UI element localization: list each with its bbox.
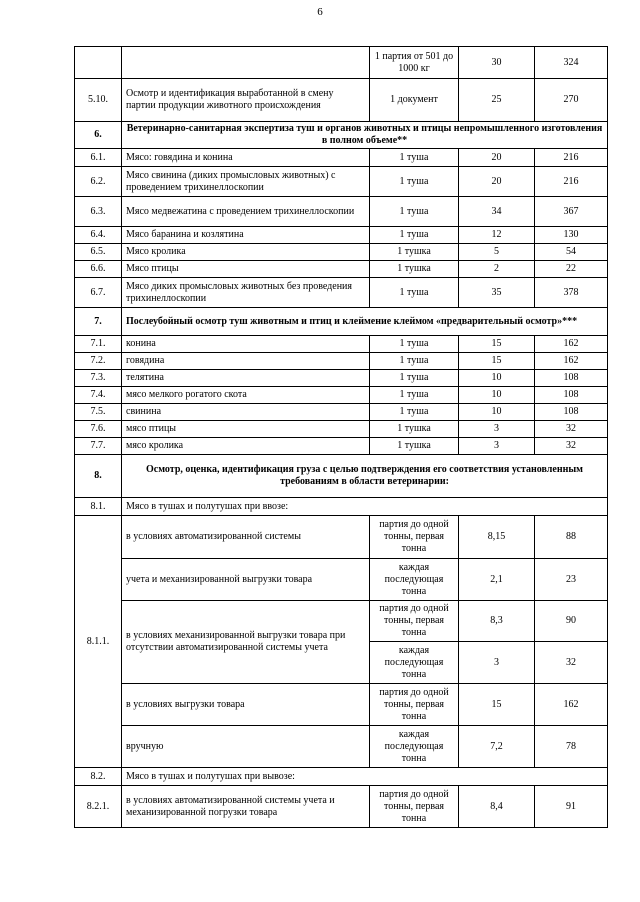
norm-cell: 15 — [459, 684, 535, 726]
service-name: Мясо кролика — [122, 244, 370, 261]
unit-cell: 1 туша — [370, 149, 459, 167]
norm-cell: 5 — [459, 244, 535, 261]
price-cell: 32 — [535, 642, 608, 684]
unit-cell: партия до одной тонны, первая тонна — [370, 516, 459, 559]
table-row — [75, 438, 608, 455]
norm-cell: 2 — [459, 261, 535, 278]
norm-cell: 20 — [459, 167, 535, 197]
norm-cell: 20 — [459, 149, 535, 167]
unit-cell: 1 туша — [370, 370, 459, 387]
table-row — [75, 684, 608, 726]
norm-cell: 10 — [459, 387, 535, 404]
norm-cell: 3 — [459, 642, 535, 684]
row-number: 5.10. — [75, 79, 122, 122]
section-row — [75, 122, 608, 149]
table-row — [75, 47, 608, 79]
service-name: Мясо: говядина и конина — [122, 149, 370, 167]
service-name: мясо птицы — [122, 421, 370, 438]
row-number: 7.4. — [75, 387, 122, 404]
norm-cell: 7,2 — [459, 726, 535, 768]
norm-cell: 2,1 — [459, 559, 535, 601]
service-name: свинина — [122, 404, 370, 421]
price-cell: 90 — [535, 601, 608, 642]
service-name: конина — [122, 336, 370, 353]
unit-cell: 1 тушка — [370, 438, 459, 455]
unit-cell: 1 туша — [370, 353, 459, 370]
service-name: учета и механизированной выгрузки товара — [122, 559, 370, 601]
price-cell: 216 — [535, 149, 608, 167]
service-name: Мясо баранина и козлятина — [122, 227, 370, 244]
norm-cell: 12 — [459, 227, 535, 244]
section-number: 6. — [75, 122, 122, 149]
price-cell: 108 — [535, 387, 608, 404]
section-number: 8. — [75, 455, 122, 498]
price-cell: 108 — [535, 370, 608, 387]
row-number: 7.6. — [75, 421, 122, 438]
row-number: 7.1. — [75, 336, 122, 353]
unit-cell: 1 тушка — [370, 244, 459, 261]
table-row — [75, 336, 608, 353]
section-row — [75, 308, 608, 336]
service-name: в условиях механизированной выгрузки товара при отсутствии автоматизированной системы учета — [122, 601, 370, 684]
row-number: 7.3. — [75, 370, 122, 387]
service-name: вручную — [122, 726, 370, 768]
norm-cell: 10 — [459, 370, 535, 387]
price-cell: 324 — [535, 47, 608, 79]
unit-cell: 1 туша — [370, 336, 459, 353]
service-name: в условиях выгрузки товара — [122, 684, 370, 726]
unit-cell: 1 туша — [370, 278, 459, 308]
table-row — [75, 768, 608, 786]
table-row — [75, 387, 608, 404]
service-name: говядина — [122, 353, 370, 370]
service-name: в условиях автоматизированной системы — [122, 516, 370, 559]
service-name: телятина — [122, 370, 370, 387]
price-cell: 54 — [535, 244, 608, 261]
row-number: 6.3. — [75, 197, 122, 227]
section-row — [75, 455, 608, 498]
table-row — [75, 370, 608, 387]
table-row — [75, 421, 608, 438]
price-cell: 22 — [535, 261, 608, 278]
table-row — [75, 601, 608, 642]
table-row — [75, 404, 608, 421]
table-row — [75, 353, 608, 370]
price-cell: 88 — [535, 516, 608, 559]
row-number: 8.2.1. — [75, 786, 122, 828]
row-number: 6.4. — [75, 227, 122, 244]
unit-cell: 1 тушка — [370, 421, 459, 438]
norm-cell: 15 — [459, 353, 535, 370]
price-cell: 78 — [535, 726, 608, 768]
table-row — [75, 516, 608, 559]
table-row — [75, 261, 608, 278]
norm-cell: 10 — [459, 404, 535, 421]
norm-cell: 34 — [459, 197, 535, 227]
table-row — [75, 559, 608, 601]
row-number: 8.1.1. — [75, 516, 122, 768]
tariff-table — [74, 46, 608, 828]
unit-cell: 1 туша — [370, 404, 459, 421]
row-number: 6.6. — [75, 261, 122, 278]
section-title: Осмотр, оценка, идентификация груза с целью подтверждения его соответствия установленным требованиям в области ветеринарии: — [122, 455, 608, 498]
row-number: 6.7. — [75, 278, 122, 308]
unit-cell: 1 туша — [370, 387, 459, 404]
norm-cell: 3 — [459, 438, 535, 455]
table-row — [75, 227, 608, 244]
unit-cell: 1 туша — [370, 197, 459, 227]
row-number: 7.7. — [75, 438, 122, 455]
section-title: Ветеринарно-санитарная экспертиза туш и органов животных и птицы непромышленного изготовления в полном объеме** — [122, 122, 608, 149]
price-cell: 91 — [535, 786, 608, 828]
subsection-title: Мясо в тушах и полутушах при ввозе: — [122, 498, 608, 516]
norm-cell: 35 — [459, 278, 535, 308]
service-name: Мясо диких промысловых животных без проведения трихинеллоскопии — [122, 278, 370, 308]
row-number: 7.2. — [75, 353, 122, 370]
price-cell: 23 — [535, 559, 608, 601]
row-number: 6.1. — [75, 149, 122, 167]
unit-cell: 1 партия от 501 до 1000 кг — [370, 47, 459, 79]
unit-cell: партия до одной тонны, первая тонна — [370, 601, 459, 642]
section-number: 7. — [75, 308, 122, 336]
table-row — [75, 167, 608, 197]
norm-cell: 8,15 — [459, 516, 535, 559]
unit-cell: 1 туша — [370, 227, 459, 244]
price-cell: 367 — [535, 197, 608, 227]
unit-cell: 1 туша — [370, 167, 459, 197]
table-row — [75, 278, 608, 308]
table-row — [75, 244, 608, 261]
service-name: Мясо птицы — [122, 261, 370, 278]
table-row — [75, 197, 608, 227]
service-name: в условиях автоматизированной системы учета и механизированной погрузки товара — [122, 786, 370, 828]
unit-cell: партия до одной тонны, первая тонна — [370, 786, 459, 828]
price-cell: 162 — [535, 684, 608, 726]
subsection-title: Мясо в тушах и полутушах при вывозе: — [122, 768, 608, 786]
table-row — [75, 79, 608, 122]
price-cell: 270 — [535, 79, 608, 122]
unit-cell: каждая последующая тонна — [370, 726, 459, 768]
price-cell: 216 — [535, 167, 608, 197]
service-name: мясо кролика — [122, 438, 370, 455]
row-number: 6.5. — [75, 244, 122, 261]
page-number: 6 — [317, 6, 323, 18]
norm-cell: 8,3 — [459, 601, 535, 642]
price-cell: 32 — [535, 438, 608, 455]
norm-cell: 15 — [459, 336, 535, 353]
price-cell: 108 — [535, 404, 608, 421]
row-number: 6.2. — [75, 167, 122, 197]
price-cell: 32 — [535, 421, 608, 438]
price-cell: 130 — [535, 227, 608, 244]
price-cell: 162 — [535, 353, 608, 370]
table-row — [75, 149, 608, 167]
norm-cell: 30 — [459, 47, 535, 79]
unit-cell: 1 документ — [370, 79, 459, 122]
service-name: Мясо медвежатина с проведением трихинеллоскопии — [122, 197, 370, 227]
norm-cell: 25 — [459, 79, 535, 122]
service-name: Осмотр и идентификация выработанной в смену партии продукции животного происхождения — [122, 79, 370, 122]
norm-cell: 3 — [459, 421, 535, 438]
service-name: Мясо свинина (диких промысловых животных) с проведением трихинеллоскопии — [122, 167, 370, 197]
price-cell: 378 — [535, 278, 608, 308]
unit-cell: 1 тушка — [370, 261, 459, 278]
row-number: 7.5. — [75, 404, 122, 421]
row-number: 8.1. — [75, 498, 122, 516]
price-cell: 162 — [535, 336, 608, 353]
table-row — [75, 726, 608, 768]
service-name: мясо мелкого рогатого скота — [122, 387, 370, 404]
unit-cell: каждая последующая тонна — [370, 642, 459, 684]
norm-cell: 8,4 — [459, 786, 535, 828]
row-number: 8.2. — [75, 768, 122, 786]
unit-cell: партия до одной тонны, первая тонна — [370, 684, 459, 726]
unit-cell: каждая последующая тонна — [370, 559, 459, 601]
table-row — [75, 786, 608, 828]
section-title: Послеубойный осмотр туш животным и птиц и клеймение клеймом «предварительный осмотр»*** — [122, 308, 608, 336]
table-row — [75, 498, 608, 516]
